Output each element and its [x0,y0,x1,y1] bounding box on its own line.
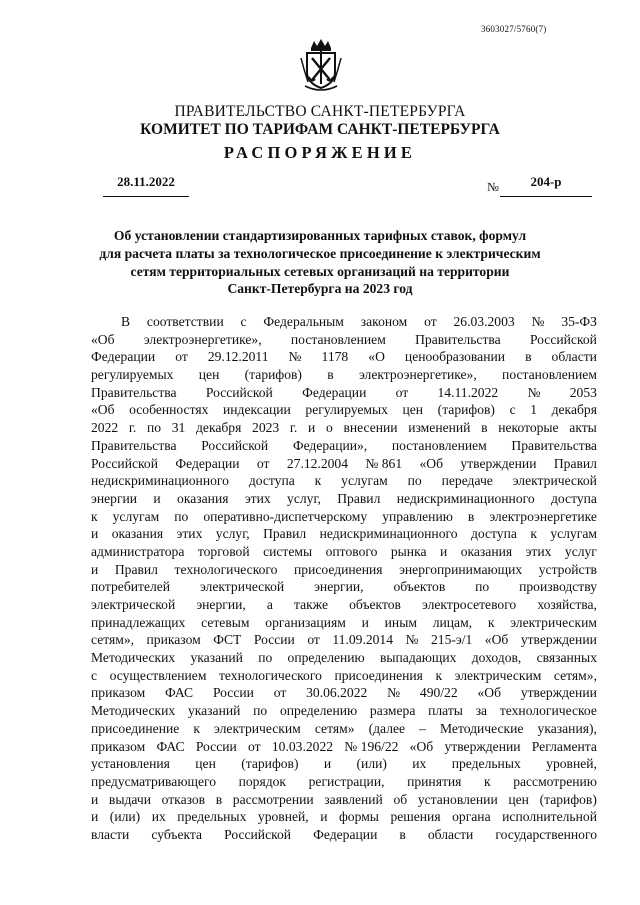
word: решения [390,809,441,825]
word: сетям», [91,632,135,648]
word: № [405,632,419,648]
word: электрической [199,579,285,595]
word: 27.12.2004 [286,455,349,471]
word: Федерации», [292,437,368,453]
paragraph-line [91,808,597,826]
word: цен [195,756,216,772]
word: № 861 [365,455,403,471]
registration-code: 3603027/5760(7) [481,24,547,34]
word: «Об [484,632,509,648]
word: электрическим [454,667,542,683]
word: присоединения [294,561,383,577]
word: выпадающих [379,650,457,666]
word: оказания [177,490,229,506]
word: недискриминационного [91,473,229,489]
word: Методических [91,650,176,666]
word: утверждении [460,455,537,471]
word: передаче [441,473,493,489]
word: 29.12.2011 [207,349,269,365]
paragraph-line [91,348,597,366]
word: недискриминационного [396,490,535,506]
paragraph-line [91,826,597,844]
word: (тарифов) [241,756,299,772]
paragraph-line [91,525,597,543]
word: потребителей [91,579,171,595]
word: по [253,703,268,719]
word: (или) [356,756,387,772]
word: электрической [512,473,597,489]
word: производству [519,579,597,595]
word: (тарифов) [437,402,495,418]
word: 30.06.2022 [306,685,368,701]
word: указания), [537,720,597,736]
word: цен [508,791,529,807]
word: этих [525,543,552,559]
document-title [60,227,580,298]
paragraph-line [91,684,597,702]
coat-of-arms-icon [299,38,343,92]
paragraph-line [91,791,597,809]
word: Федеральным [263,314,344,329]
word: размера [369,703,416,719]
word: хозяйства, [537,597,597,612]
word: приказом [146,632,201,648]
word: «Об [91,402,115,418]
word: и [91,791,99,807]
word: также [294,597,328,612]
word: постановлением [391,437,487,453]
word: определению [279,703,358,719]
word: Федерации [91,349,156,365]
word: № 196/22 [344,738,399,754]
word: рассмотрению [513,773,597,789]
word: за [475,703,488,719]
word: цен [402,402,424,418]
word: «Об [91,331,115,347]
word: субъекта [151,826,203,842]
word: в [399,826,406,842]
word: 35-ФЗ [561,314,597,329]
word: объектов [393,579,446,595]
word: объектов [349,597,401,612]
word: доступа [248,473,295,489]
word: ценообразовании [404,349,506,365]
paragraph-line [91,331,597,349]
word: ФСТ [213,632,242,648]
word: доступа [470,526,517,542]
paragraph-line [91,419,597,437]
word: доступа [551,490,597,506]
word: услуг, [215,526,250,542]
word: заявлений [324,791,383,807]
word: с [240,314,247,329]
word: приказом [91,685,146,701]
word: к [484,773,491,789]
word: некоторые [498,420,559,436]
word: 1178 [321,349,349,365]
word: 2022 [91,420,119,436]
word: – [419,720,426,736]
word: Правил [263,526,307,542]
word: оперативно-диспетчерскому [203,508,368,524]
word: по [407,473,422,489]
word: к [193,720,200,736]
word: 490/22 [419,685,458,701]
word: (тарифов) [539,791,597,807]
word: от [175,349,188,365]
word: технологическое [499,703,597,719]
word: Правительства [91,384,177,400]
word: и [91,561,99,577]
word: по [258,650,273,666]
word: акты [569,420,597,436]
word: (или) [109,809,141,825]
paragraph-line [91,508,597,526]
word: организациям [265,614,346,630]
word: постановлением [290,331,386,347]
word: услугам [112,508,160,524]
word: по [174,508,189,524]
word: области [551,349,597,365]
word: декабря [196,420,242,436]
word: электрическим [214,720,301,736]
word: в [525,349,532,365]
word: к [435,667,443,683]
word: власти [91,826,130,842]
word: 2053 [569,384,597,400]
word: Федерации [313,826,378,842]
word: государственного [495,826,597,842]
word: предельных [451,756,521,772]
word: недискриминационного [319,526,458,542]
word: России [212,685,254,701]
word: Регламента [531,738,597,754]
word: оптового [325,543,378,559]
word: 2023 [252,420,280,436]
document-number: 204-р [500,174,592,197]
word: услугам [550,526,597,542]
word: «Об [419,455,444,471]
word: Правительства [91,437,177,453]
word: принадлежащих [91,614,186,630]
title-line: сетям территориальных сетевых организаций на территории [130,263,510,279]
word: электроэнергетике», [143,331,262,347]
word: присоединение [91,720,180,736]
word: уровней, [257,809,309,825]
word: торговой [197,543,250,559]
word: установлении [417,791,498,807]
word: технологического [174,561,278,577]
word: изменений [408,420,471,436]
paragraph-line [91,596,597,614]
word: их [412,756,427,772]
paragraph-line [91,401,597,419]
paragraph-line [91,366,597,384]
word: электрической [91,597,176,612]
title-line: Санкт-Петербурга на 2023 год [227,281,413,297]
word: Федерации [175,455,240,471]
word: от [424,314,437,329]
word: выдачи [108,791,151,807]
word: 11.09.2014 [332,632,394,648]
word: «Об [409,738,434,754]
word: по [475,579,490,595]
body-text [91,313,597,844]
word: оказания [460,543,513,559]
word: исполнительной [502,809,597,825]
word: ФАС [165,685,194,701]
word: и [308,420,316,436]
word: № [531,314,545,329]
word: «О [368,349,385,365]
word: № [288,349,302,365]
word: и [361,614,369,630]
paragraph-line [91,384,597,402]
word: № [387,685,401,701]
paragraph-line [91,649,597,667]
paragraph-line [91,738,597,756]
word: от [395,384,409,400]
word: оказания [111,526,164,542]
word: от [248,738,261,754]
word: индексации [223,402,291,418]
word: Правил [114,561,158,577]
word: законом [360,314,408,329]
paragraph-line [91,702,597,720]
word: регулируемых [305,402,388,418]
word: и [439,543,448,559]
title-line: Об установлении стандартизированных тарифных ставок, формул [113,228,527,243]
word: сетям» [314,720,355,736]
word: утверждении [520,685,597,701]
word: и [91,809,99,825]
word: установления [91,756,170,772]
word: определению [287,650,365,666]
word: электросетевого [422,597,517,612]
word: указаний [190,650,243,666]
word: 26.03.2003 [453,314,515,329]
word: в [481,420,488,436]
word: В [121,314,131,329]
word: осуществлением [109,667,207,683]
word: ФАС [156,738,185,754]
word: органа [452,809,491,825]
word: к [91,508,98,524]
word: внесении [343,420,398,436]
word: этих [244,490,271,506]
word: и [323,756,332,772]
committee-name: КОМИТЕТ ПО ТАРИФАМ САНКТ-ПЕТЕРБУРГА [140,121,500,138]
word: Методических [91,703,176,719]
word: Методические [440,720,524,736]
word: регистрации, [308,773,385,789]
word: указаний [187,703,241,719]
word: № [527,384,541,400]
paragraph-line [91,578,597,596]
word: а [266,597,273,612]
word: доходов, [471,650,522,666]
word: сетевым [201,614,250,630]
word: 215-э/1 [430,632,473,648]
word: в [327,367,334,383]
word: сетям», [553,667,597,683]
word: энергии, [314,579,364,595]
word: России [195,738,237,754]
word: г. [289,420,298,436]
word: Правил [553,455,597,471]
word: постановлением [502,367,597,383]
word: порядок [238,773,287,789]
word: Российской [224,826,292,842]
word: технологического [218,667,322,683]
word: г. [128,420,137,436]
word: от [307,632,320,648]
word: предусматривающего [91,773,217,789]
paragraph-line [91,755,597,773]
word: электроэнергетике», [358,367,477,383]
word: утверждении [444,738,521,754]
paragraph-line [91,437,597,455]
word: Правительства [511,437,597,453]
word: системы [263,543,313,559]
word: 14.11.2022 [437,384,499,400]
paragraph-line [91,773,597,791]
word: в [215,791,223,807]
word: Российской [205,384,273,400]
word: России [253,632,295,648]
word: Федерации [302,384,367,400]
word: энергии, [196,597,246,612]
word: их [151,809,166,825]
document-type: РАСПОРЯЖЕНИЕ [223,143,417,162]
word: (далее [368,720,406,736]
word: 31 [171,420,186,436]
word: рассмотрении [232,791,314,807]
word: «Об [477,685,501,701]
word: Правил [337,490,381,506]
word: энергии [91,490,138,506]
paragraph-line [91,472,597,490]
word: от [256,455,270,471]
word: электрическим [510,614,597,630]
paragraph-line [91,720,597,738]
word: 1 [530,402,537,418]
paragraph-line [91,614,597,632]
word: принятия [407,773,462,789]
word: предельных [177,809,247,825]
paragraph-line [91,561,597,579]
word: к [314,473,322,489]
word: и [320,809,328,825]
word: уровней, [546,756,597,772]
word: области [427,826,474,842]
word: администратора [91,543,185,559]
word: и [153,490,161,506]
word: управлению [382,508,453,524]
paragraph-line [91,543,597,561]
word: 10.03.2022 [271,738,334,754]
word: формы [339,809,379,825]
word: от [273,685,287,701]
word: иным [384,614,417,630]
word: Российской [91,455,158,471]
word: электроэнергетике [489,508,597,524]
word: утверждении [520,632,597,648]
word: присоединения [334,667,423,683]
government-name: ПРАВИТЕЛЬСТВО САНКТ-ПЕТЕРБУРГА [174,103,466,120]
word: лицам, [432,614,473,630]
word: услугам [341,473,388,489]
word: особенностях [129,402,209,418]
word: устройств [538,561,597,577]
word: приказом [91,738,146,754]
word: к [487,614,495,630]
word: платы [428,703,463,719]
document-date: 28.11.2022 [103,174,189,197]
paragraph-line [91,490,597,508]
word: об [393,791,408,807]
word: цен [198,367,220,383]
word: по [146,420,162,436]
word: декабря [551,402,597,418]
word: связанных [536,650,597,666]
word: к [530,526,537,542]
word: регулируемых [91,367,174,383]
word: в [467,508,475,524]
word: (тарифов) [244,367,302,383]
word: рынка [390,543,427,559]
paragraph-line [91,667,597,685]
word: энергопринимающих [399,561,523,577]
word: услуг, [287,490,321,506]
title-line: для расчета платы за технологическое присоединение к электрическим [99,245,541,261]
number-sign: № [487,180,499,194]
word: с [91,667,98,683]
word: Российской [529,331,597,347]
word: о [325,420,333,436]
word: этих [176,526,203,542]
word: и [91,526,99,542]
word: отказов [161,791,206,807]
paragraph-line [91,455,597,473]
paragraph-line [91,313,597,331]
word: Российской [201,437,269,453]
word: с [509,402,516,418]
word: Правительства [415,331,501,347]
paragraph-line [91,631,597,649]
word: соответствии [146,314,224,329]
word: услуг [564,543,597,559]
